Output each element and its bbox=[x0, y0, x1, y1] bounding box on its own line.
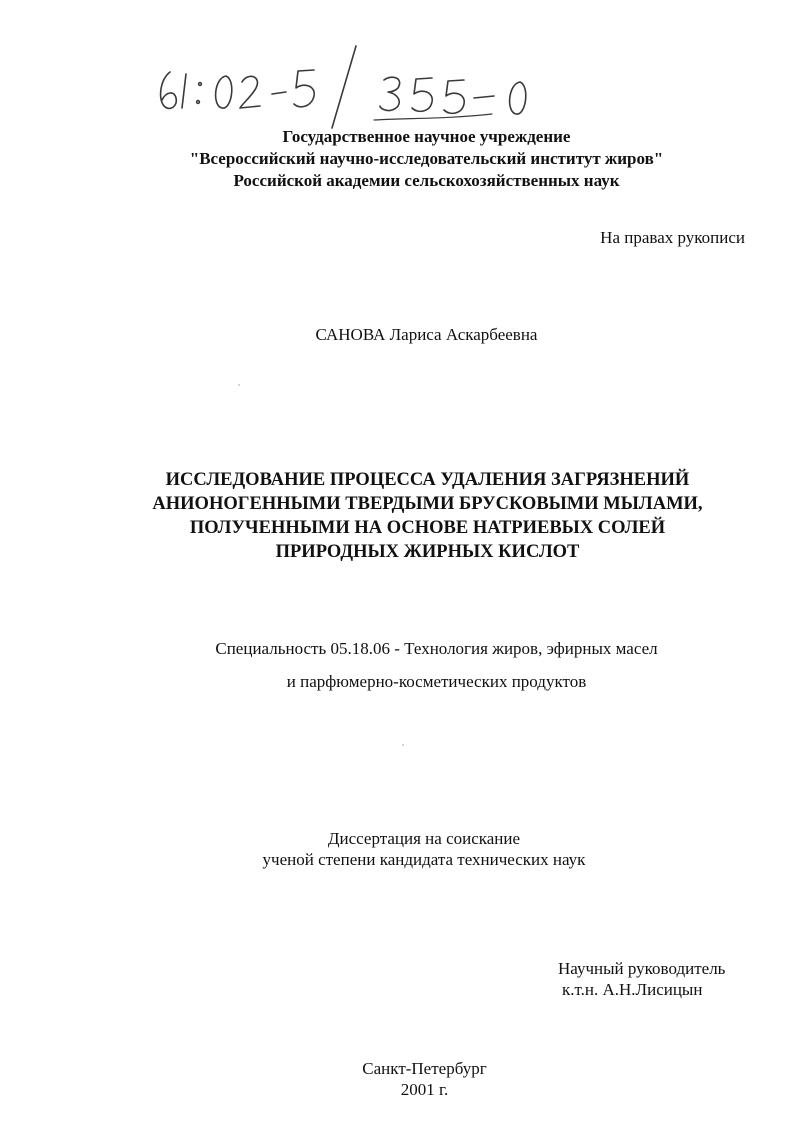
supervisor-name: к.т.н. А.Н.Лисицын bbox=[562, 980, 703, 999]
paper-speck bbox=[402, 744, 404, 746]
place-year-block bbox=[0, 1058, 793, 1100]
title-line-2: АНИОНОГЕННЫМИ ТВЕРДЫМИ БРУСКОВЫМИ МЫЛАМИ, bbox=[152, 494, 703, 514]
title-line-1: ИССЛЕДОВАНИЕ ПРОЦЕССА УДАЛЕНИЯ ЗАГРЯЗНЕНИЙ bbox=[165, 470, 690, 490]
specialty-line-1: Специальность 05.18.06 - Технология жиров, эфирных масел bbox=[215, 639, 658, 658]
handwritten-archive-code bbox=[148, 40, 548, 130]
dissertation-degree-block bbox=[0, 828, 793, 870]
author-name: САНОВА Лариса Аскарбеевна bbox=[315, 325, 538, 344]
supervisor-block bbox=[558, 958, 725, 1000]
rights-note: На правах рукописи bbox=[600, 228, 745, 247]
institution-line-2: "Всероссийский научно-исследовательский институт жиров" bbox=[189, 149, 664, 168]
specialty-block bbox=[0, 632, 793, 698]
title-line-3: ПОЛУЧЕННЫМИ НА ОСНОВЕ НАТРИЕВЫХ СОЛЕЙ bbox=[189, 518, 666, 538]
title-line-4: ПРИРОДНЫХ ЖИРНЫХ КИСЛОТ bbox=[275, 542, 580, 562]
institution-block bbox=[0, 126, 793, 192]
specialty-line-2: и парфюмерно-косметических продуктов bbox=[286, 672, 587, 691]
institution-line-3: Российской академии сельскохозяйственных наук bbox=[233, 171, 620, 190]
dissertation-title bbox=[0, 468, 793, 564]
dissertation-line-2: ученой степени кандидата технических наук bbox=[262, 850, 586, 869]
supervisor-role: Научный руководитель bbox=[558, 959, 726, 978]
year: 2001 г. bbox=[400, 1080, 449, 1099]
institution-line-1: Государственное научное учреждение bbox=[282, 127, 571, 146]
dissertation-line-1: Диссертация на соискание bbox=[327, 829, 521, 848]
city: Санкт-Петербург bbox=[362, 1059, 487, 1078]
paper-speck bbox=[238, 384, 240, 386]
